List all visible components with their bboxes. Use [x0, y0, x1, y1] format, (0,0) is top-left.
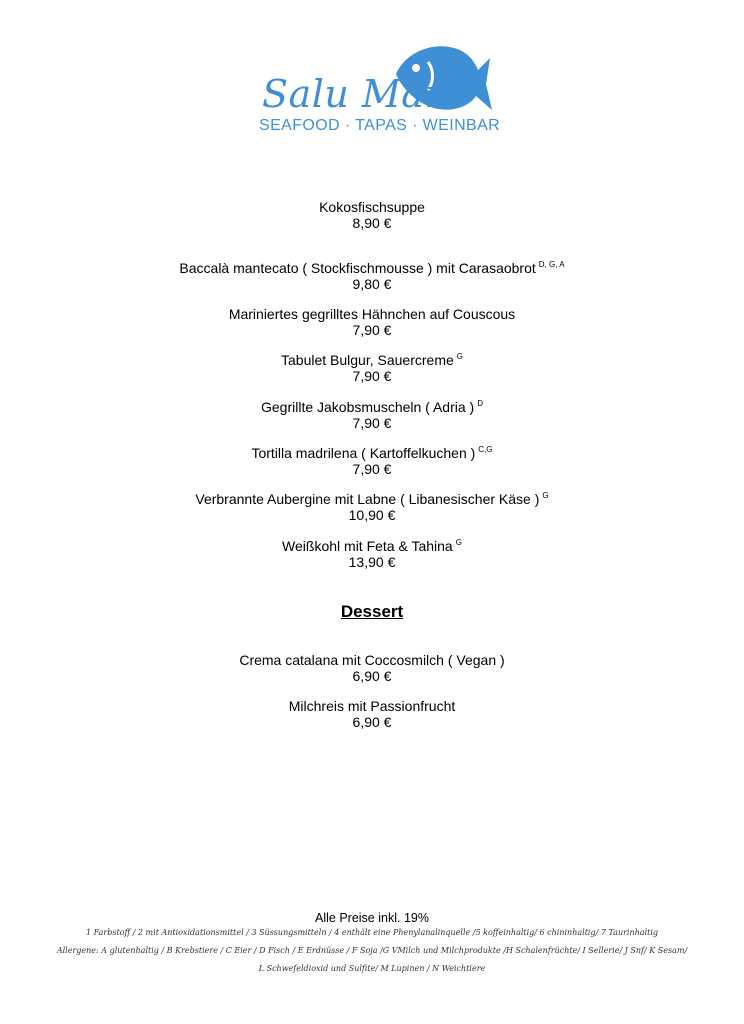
item-name: Weißkohl mit Feta & Tahina	[282, 538, 453, 554]
vat-note: Alle Preise inkl. 19%	[315, 911, 429, 925]
item-price: 6,90 €	[352, 714, 392, 730]
menu-item	[0, 491, 744, 523]
menu-item	[0, 445, 744, 477]
menu-item	[0, 306, 744, 338]
item-name: Mariniertes gegrilltes Hähnchen auf Couscous	[228, 306, 516, 322]
item-price: 8,90 €	[352, 215, 392, 231]
item-allergens: G	[542, 491, 549, 501]
menu-item	[0, 260, 744, 292]
item-price: 10,90 €	[348, 507, 396, 523]
item-name: Tabulet Bulgur, Sauercreme	[281, 352, 454, 368]
item-allergens: G	[456, 352, 463, 362]
additives-note: 1 Farbstoff / 2 mit Antioxidationsmittel / 3 Süssungsmitteln / 4 enthält eine Phenylanalinquelle /5 koffeinhaltig/ 6 chininhaltig/ 7 Taurinhaltig	[85, 928, 659, 937]
menu-item	[0, 352, 744, 384]
dessert-item	[0, 652, 744, 684]
menu-item	[0, 199, 744, 231]
item-name: Tortilla madrilena ( Kartoffelkuchen )	[251, 445, 476, 461]
dessert-item	[0, 698, 744, 730]
item-name: Gegrillte Jakobsmuscheln ( Adria )	[261, 399, 475, 415]
item-allergens: G	[455, 538, 462, 548]
menu-item	[0, 538, 744, 570]
item-price: 9,80 €	[352, 276, 392, 292]
allergens-note: Allergene: A glutenhaltig / B Krebstiere / C Eier / D Fisch / E Erdnüsse / F Soja /G VMilch und Milchprodukte /H Schalenfrüchte/ I Sellerie/ J Snf/ K Sesam/	[56, 946, 688, 955]
item-price: 6,90 €	[352, 668, 392, 684]
item-price: 7,90 €	[352, 322, 392, 338]
item-price: 7,90 €	[352, 415, 392, 431]
item-name: Crema catalana mit Coccosmilch ( Vegan )	[239, 652, 505, 668]
item-allergens: C,G	[478, 445, 493, 455]
item-name: Kokosfischsuppe	[319, 199, 425, 215]
item-allergens: D	[477, 399, 483, 409]
item-name: Verbrannte Aubergine mit Labne ( Libanesischer Käse )	[195, 491, 540, 507]
item-price: 7,90 €	[352, 461, 392, 477]
brand-name: Salu Mare	[262, 72, 467, 116]
item-price: 7,90 €	[352, 368, 392, 384]
allergens-note-continued: L Schwefeldioxid und Sulfite/ M Lupinen / N Weichtiere	[258, 964, 486, 973]
item-allergens: D, G, A	[538, 260, 565, 270]
item-price: 13,90 €	[348, 554, 396, 570]
item-name: Baccalà mantecato ( Stockfischmousse ) mit Carasaobrot	[179, 260, 536, 276]
menu-item	[0, 399, 744, 431]
brand-tagline: SEAFOOD · TAPAS · WEINBAR	[259, 117, 501, 134]
item-name: Milchreis mit Passionfrucht	[288, 698, 456, 714]
dessert-heading: Dessert	[340, 602, 404, 621]
